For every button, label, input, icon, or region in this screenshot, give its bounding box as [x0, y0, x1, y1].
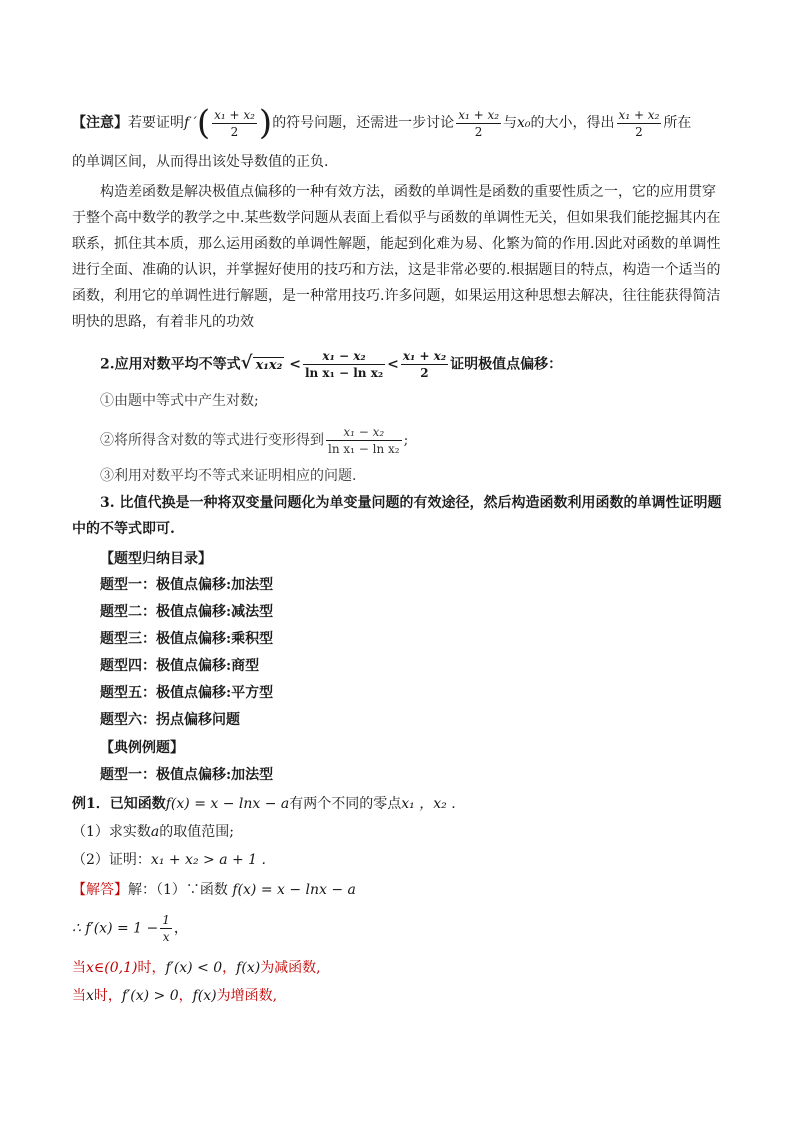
step-2: ②将所得含对数的等式进行变形得到 $\frac{\text{x₁ − x₂}}{\text{ln x₁ − ln x₂}}$ ;: [100, 425, 409, 456]
catalog-item: 题型三：极值点偏移:乘积型: [100, 631, 274, 647]
answer-label: 【解答】: [72, 882, 128, 898]
section-2-heading: 2.应用对数平均不等式√ x₁x₂ < $\frac{\text{x₁ − x₂}}{\text{ln x₁ − ln x₂}}$ < $\frac{\text{x₁ + x₂}}{2}$ 证明极值点偏移：: [100, 349, 563, 380]
question-part-2: （2）证明：x₁ + x₂ > a + 1 .: [72, 852, 266, 868]
paragraph-line: 构造差函数是解决极值点偏移的一种有效方法，函数的单调性是函数的重要性质之一，它的应用贯穿: [100, 184, 716, 200]
derivative-line: ∴ f′(x) = 1 − $\frac{1}{x}$ ，: [72, 913, 188, 944]
catalog-item: 题型六：拐点偏移问题: [100, 712, 240, 728]
catalog-item: 题型五：极值点偏移:平方型: [100, 685, 274, 701]
paragraph-line: 函数，利用它的单调性进行解题，是一种常用技巧.许多问题，如果运用这种思想去解决，往往能获得简洁: [72, 288, 721, 304]
fraction: $\frac{\text{x₁ + x₂}}{2}$: [618, 107, 660, 139]
section-3-line: 3. 比值代换是一种将双变量问题化为单变量问题的有效途径，然后构造函数利用函数的单调性证明题: [100, 495, 722, 511]
example-title: 【典例例题】: [100, 740, 184, 756]
catalog-title: 【题型归纳目录】: [100, 551, 212, 567]
step-3: ③利用对数平均不等式来证明相应的问题.: [100, 468, 357, 484]
paragraph-line: 于整个高中数学的教学之中.某些数学问题从表面上看似乎与函数的单调性无关，但如果我们能挖掘其内在: [72, 210, 721, 226]
fraction: $\frac{\text{x₁ + x₂}}{2}$: [458, 107, 500, 139]
result-line-2: 当x时，f′(x) > 0，f(x)为增函数,: [72, 988, 278, 1004]
note-label: 【注意】: [72, 115, 128, 131]
step-1: ①由题中等式中产生对数;: [100, 393, 259, 409]
fraction: $\frac{\text{x₁ − x₂}}{\text{ln x₁ − ln x₂}}$: [328, 425, 400, 456]
fraction: $\frac{1}{x}$: [162, 913, 170, 944]
fraction: $\frac{\text{x₁ + x₂}}{2}$: [402, 349, 447, 380]
catalog-item: 题型四：极值点偏移:商型: [100, 658, 260, 674]
example-type: 题型一：极值点偏移:加法型: [100, 767, 274, 783]
paragraph-line: 联系，抓住其本质，那么运用函数的单调性解题，能起到化难为易、化繁为简的作用.因此对函数的单调性: [72, 236, 721, 252]
paragraph-line: 明快的思路，有着非凡的功效: [72, 314, 254, 330]
answer-line: 【解答】解：（1）∵函数 f(x) = x − lnx − a: [72, 882, 356, 898]
example-question: 例1．已知函数f(x) = x − lnx − a有两个不同的零点x₁ ，x₂ .: [72, 796, 456, 812]
catalog-item: 题型二：极值点偏移:减法型: [100, 604, 274, 620]
paragraph-line: 进行全面、准确的认识，并掌握好使用的技巧和方法，这是非常必要的.根据题目的特点，构造一个适当的: [72, 262, 721, 278]
fraction: $\frac{\text{x₁ − x₂}}{\text{ln x₁ − ln x₂}}$: [304, 349, 384, 380]
note-line: 【注意】若要证明f ′( $\frac{\text{x₁ + x₂}}{2}$ )的符号问题，还需进一步讨论 $\frac{\text{x₁ + x₂}}{2}$ 与x₀的大小，得出 $\frac{\text{x₁ + x₂}}{2}$ 所在: [72, 103, 692, 143]
note-line-2: 的单调区间，从而得出该处导数值的正负.: [72, 154, 329, 170]
section-3-line: 中的不等式即可.: [72, 521, 175, 537]
fraction: $\frac{\text{x₁ + x₂}}{2}$: [214, 107, 255, 139]
catalog-item: 题型一：极值点偏移:加法型: [100, 577, 274, 593]
result-line-1: 当x∈(0,1)时，f′(x) < 0，f(x)为减函数,: [72, 960, 321, 976]
question-part-1: （1）求实数a的取值范围;: [72, 824, 234, 840]
